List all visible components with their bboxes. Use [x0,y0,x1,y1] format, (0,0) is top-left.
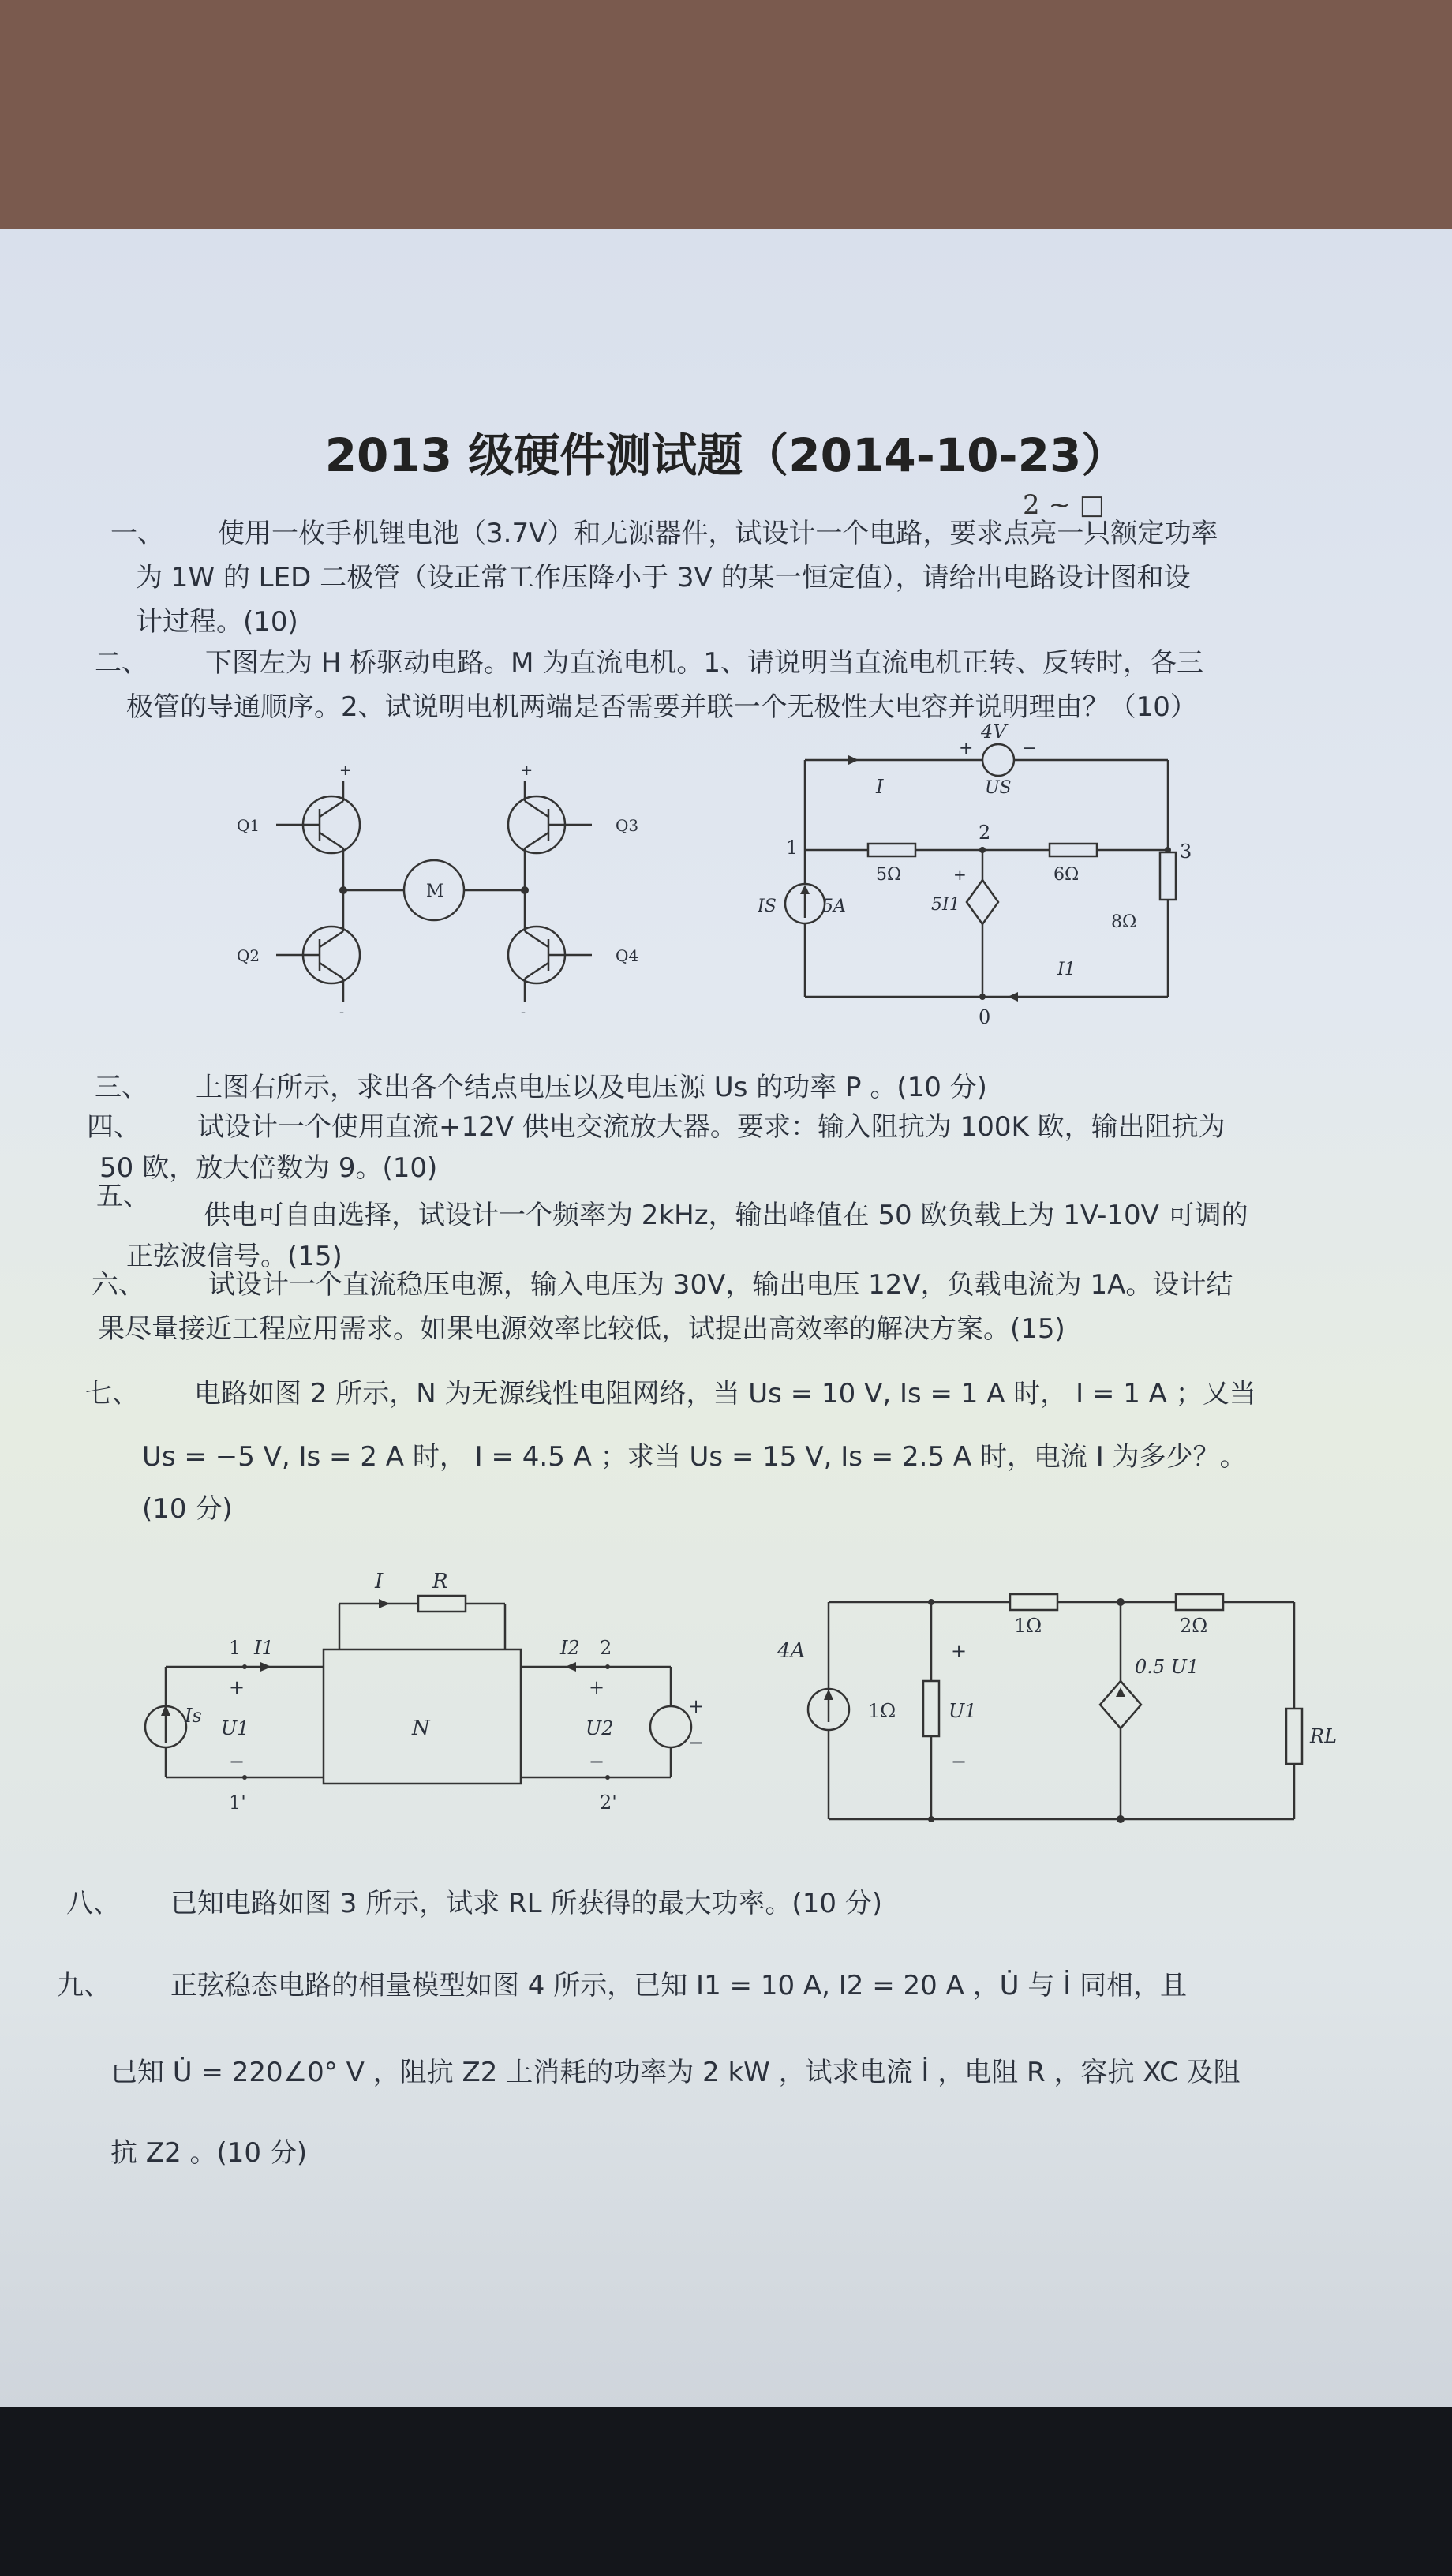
question-1-number: 一、 [110,518,164,549]
us-minus: − [1022,739,1037,758]
question-5-line-1: 供电可自由选择，试设计一个频率为 2kHz，输出峰值在 50 欧负载上为 1V-10V 可调的 [204,1200,1248,1231]
question-1-line-2: 为 1W 的 LED 二极管（设正常工作压降小于 3V 的某一恒定值），请给出电路设计图和设 [136,562,1191,593]
fig2-minus-right: − [589,1750,605,1773]
question-5-line-2: 正弦波信号。(15) [126,1241,342,1272]
is-label: IS [758,897,777,916]
fig2-node-1-prime: 1' [229,1792,246,1814]
fig2-minus-left: − [229,1750,245,1773]
top-left-plus: + [339,762,352,779]
question-9-line-3: 抗 Z2 。(10 分) [110,2137,308,2169]
fig2-current-i: I [375,1570,384,1593]
fig3-rl: RL [1310,1725,1338,1747]
resistor-5-label: 5Ω [876,865,902,885]
fig2-i2: I2 [560,1637,580,1659]
question-1-line-3: 计过程。(10) [136,606,298,638]
question-2-line-1: 下图左为 H 桥驱动电路。M 为直流电机。1、请说明当直流电机正转、反转时，各三 [205,647,1203,679]
fig2-source-minus: − [688,1732,705,1754]
table-background [0,2407,1452,2576]
fig2-i1: I1 [254,1637,274,1659]
question-2-number: 二、 [95,647,148,679]
q1-label: Q1 [237,816,260,835]
page-title: 2013 级硬件测试题（2014-10-23） [324,429,1128,482]
fig2-resistor-r: R [432,1570,448,1593]
top-right-plus: + [521,762,533,779]
question-7-line-2: Us = −5 V, Is = 2 A 时， I = 4.5 A ；求当 Us = 15 V, Is = 2.5 A 时，电流 I 为多少？。 [142,1441,1247,1473]
question-7-number: 七、 [85,1378,139,1410]
question-3-number: 三、 [95,1072,148,1103]
is-value: 5A [822,897,846,916]
fig3-dep-source: 0.5 U1 [1135,1656,1199,1678]
node-1-label: 1 [786,837,799,859]
question-9-line-1: 正弦稳态电路的相量模型如图 4 所示，已知 I1 = 10 A, I2 = 20 A ，U̇ 与 İ 同相，且 [170,1970,1187,2001]
question-6-line-2: 果尽量接近工程应用需求。如果电源效率比较低，试提出高效率的解决方案。(15) [98,1313,1065,1345]
fig3-u1: U1 [949,1700,977,1722]
question-9-number: 九、 [57,1970,110,2001]
fig2-node-2-prime: 2' [600,1792,617,1814]
question-3-line-1: 上图右所示，求出各个结点电压以及电压源 Us 的功率 P 。(10 分) [196,1072,987,1103]
motor-label: M [426,882,444,901]
question-8-line-1: 已知电路如图 3 所示，试求 RL 所获得的最大功率。(10 分) [170,1888,883,1919]
fig2-plus-right: + [589,1676,605,1698]
fig3-source-4a: 4A [777,1639,806,1663]
question-7-line-1: 电路如图 2 所示，N 为无源线性电阻网络，当 Us = 10 V, Is = 1 A 时， I = 1 A ；又当 [194,1378,1256,1410]
fig2-node-1: 1 [229,1637,241,1659]
q2-label: Q2 [237,946,260,965]
fig2-network-n: N [412,1717,430,1740]
q4-label: Q4 [616,946,639,965]
figure-2-two-port [118,1547,718,1839]
q3-label: Q3 [616,816,639,835]
fig2-is: Is [185,1705,202,1727]
i1-label: I1 [1057,960,1076,979]
node-3-label: 3 [1180,841,1192,863]
fig3-r-right: 2Ω [1180,1615,1208,1637]
bottom-left-minus: - [339,1004,345,1018]
dep-plus: + [953,865,967,884]
dep-source-label: 5I1 [931,895,960,915]
fig2-u1: U1 [221,1717,249,1739]
fig2-node-2: 2 [600,1637,612,1659]
us-label: US [985,778,1012,798]
question-5-number: 五、 [96,1181,150,1212]
question-4-number: 四、 [87,1111,140,1143]
fig2-u2: U2 [586,1717,614,1739]
fig3-r-left: 1Ω [868,1700,896,1722]
question-6-line-1: 试设计一个直流稳压电源，输入电压为 30V，输出电压 12V，负载电流为 1A。设计结 [208,1269,1233,1301]
fig2-source-plus: + [688,1695,705,1717]
us-plus: + [959,739,974,758]
current-i-label: I [876,776,884,798]
fig3-r-mid: 1Ω [1014,1615,1042,1637]
figure-3-max-power [773,1578,1373,1839]
node-voltage-circuit [758,714,1199,1046]
bottom-right-minus: - [521,1004,526,1018]
fig3-minus: − [951,1750,967,1773]
question-8-number: 八、 [66,1888,120,1919]
resistor-6-label: 6Ω [1053,865,1080,885]
resistor-8-label: 8Ω [1111,912,1137,932]
h-bridge-diagram [229,758,671,1018]
fig3-plus: + [951,1640,967,1662]
handwritten-note: 2 ~ □ [1023,489,1105,521]
question-4-line-2: 50 欧，放大倍数为 9。(10) [99,1152,438,1184]
fig2-plus-left: + [229,1676,245,1698]
question-7-line-3: (10 分) [142,1493,233,1525]
question-1-line-1: 使用一枚手机锂电池（3.7V）和无源器件，试设计一个电路，要求点亮一只额定功率 [218,518,1218,549]
question-9-line-2: 已知 U̇ = 220∠0° V ，阻抗 Z2 上消耗的功率为 2 kW ，试求电流 İ ，电阻 R ，容抗 XC 及阻 [110,2057,1241,2088]
node-2-label: 2 [979,822,991,844]
us-value: 4V [981,721,1007,743]
question-4-line-1: 试设计一个使用直流+12V 供电交流放大器。要求：输入阻抗为 100K 欧，输出阻抗为 [197,1111,1226,1143]
question-2-line-2: 极管的导通顺序。2、试说明电机两端是否需要并联一个无极性大电容并说明理由？（10） [126,691,1197,723]
question-6-number: 六、 [92,1269,145,1301]
node-0-label: 0 [979,1006,991,1028]
